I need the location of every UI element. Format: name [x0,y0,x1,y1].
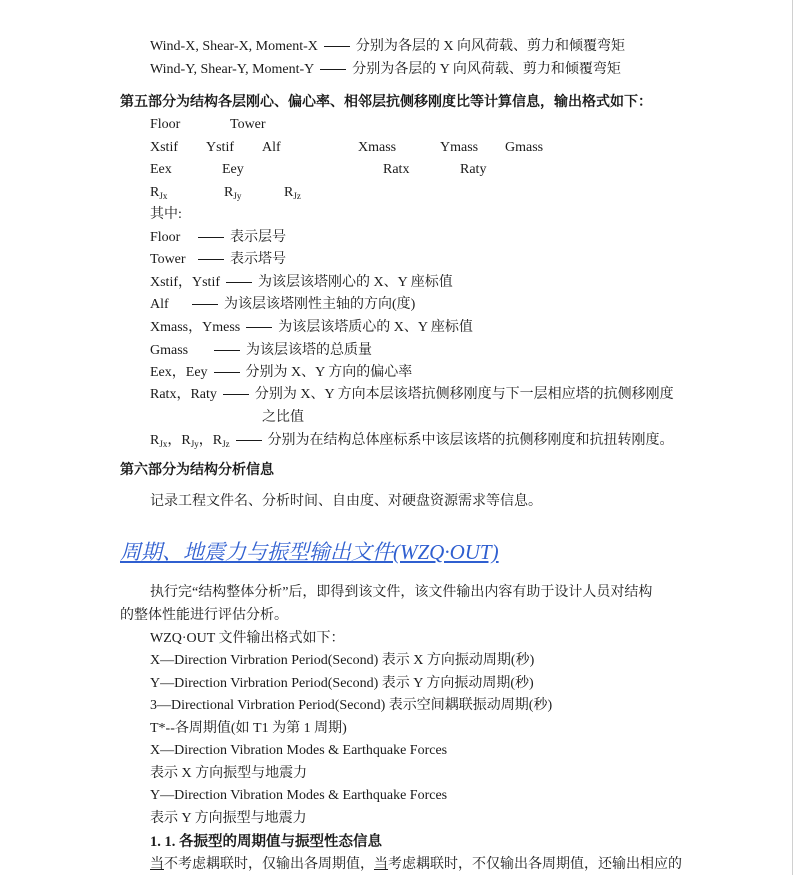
format-tower: Tower [230,117,266,132]
format-floor: Floor [150,117,181,132]
underlined-char: 当 [374,857,388,872]
wind-y-desc: 分别为各层的 Y 向风荷载、剪力和倾覆弯矩 [352,62,621,77]
def-term: Xstif，Ystif [150,275,220,290]
def-term: Gmass [150,343,189,358]
wind-y-line [150,61,621,79]
rj-def-row [150,432,674,453]
dash [198,259,224,260]
where-label: 其中: [150,207,182,222]
rj-term-x: $R_{Jx}$， [150,433,182,449]
wind-x-desc: 分别为各层的 X 向风荷载、剪力和倾覆弯矩 [355,39,626,54]
dash [324,46,350,47]
def-desc-continued: 之比值 [262,410,304,425]
format-alf: Alf [262,140,281,155]
underlined-char: 当 [150,857,164,872]
wzq-format-title: WZQ·OUT 文件输出格式如下： [150,631,345,646]
wzq-subheading: 1. 1. 各振型的周期值与振型性态信息 [150,834,382,850]
wzq-line: T*--各周期值(如 T1 为第 1 周期) [150,721,347,736]
def-row [150,342,372,360]
part6-title: 第六部分为结构分析信息 [120,463,274,478]
format-ystif: Ystif [206,140,234,155]
format-eey: Eey [222,162,244,177]
rj-term-z: $R_{Jz}$ [212,433,230,449]
def-desc: 为该层该塔质心的 X、Y 座标值 [278,320,473,335]
wzq-last-line [150,856,682,874]
format-rjz: $R_{Jz}$ [284,185,301,201]
wzq-intro-line2: 的整体性能进行评估分析。 [120,608,288,623]
format-eex: Eex [150,162,172,177]
format-rjx: $R_{Jx}$ [150,185,168,201]
dash [214,372,240,373]
def-desc: 为该层该塔的总质量 [246,343,372,358]
dash [226,282,252,283]
def-term: Alf [150,297,169,312]
dash [192,304,218,305]
wzq-line: 3—Directional Virbration Period(Second) 表示空间耦联振动周期(秒) [150,698,553,713]
format-xmass: Xmass [358,140,397,155]
page-edge [792,0,793,875]
wzq-line: Y—Direction Virbration Period(Second) 表示 Y 方向振动周期(秒) [150,676,534,691]
dash [198,237,224,238]
wind-y-label: Wind-Y, Shear-Y, Moment-Y [150,62,315,77]
text-segment: 不考虑耦联时，仅输出各周期值， [164,857,374,872]
format-ratx: Ratx [383,162,410,177]
def-term: Floor [150,230,181,245]
wzq-line: 表示 X 方向振型与地震力 [150,766,308,781]
def-row [150,229,286,247]
dash [246,327,272,328]
dash [214,350,240,351]
wzq-line: Y—Direction Vibration Modes & Earthquake Forces [150,788,448,803]
dash [236,440,262,441]
part5-title: 第五部分为结构各层刚心、偏心率、相邻层抗侧移刚度比等计算信息，输出格式如下： [120,95,652,110]
wzq-line: X—Direction Virbration Period(Second) 表示 X 方向振动周期(秒) [150,653,535,668]
wzq-line: X—Direction Vibration Modes & Earthquake Forces [150,743,448,758]
def-row [150,364,412,382]
part6-desc: 记录工程文件名、分析时间、自由度、对硬盘资源需求等信息。 [150,494,542,509]
def-desc: 为该层该塔刚心的 X、Y 座标值 [258,275,453,290]
format-xstif: Xstif [150,140,178,155]
def-row [150,319,473,337]
wzq-line: 表示 Y 方向振型与地震力 [150,811,307,826]
dash [223,394,249,395]
def-term: Xmass，Ymess [150,320,241,335]
section-heading-link[interactable]: 周期、地震力与振型输出文件(WZQ·OUT) [120,540,499,564]
wzq-intro-line1: 执行完“结构整体分析”后，即得到该文件，该文件输出内容有助于设计人员对结构 [150,585,653,600]
def-term: Ratx，Raty [150,387,217,402]
wind-x-line [150,38,625,56]
dash [320,69,346,70]
format-ymass: Ymass [440,140,479,155]
def-desc: 表示塔号 [230,252,286,267]
text-segment: 考虑耦联时，不仅输出各周期值，还输出相应的 [388,857,682,872]
rj-desc: 分别为在结构总体座标系中该层该塔的抗侧移刚度和抗扭转刚度。 [267,433,674,448]
format-raty: Raty [460,162,487,177]
format-gmass: Gmass [505,140,544,155]
def-row [150,274,453,292]
def-row [150,386,674,404]
wind-x-label: Wind-X, Shear-X, Moment-X [150,39,318,54]
def-desc: 为该层该塔刚性主轴的方向(度) [224,297,416,312]
def-desc: 分别为 X、Y 方向的偏心率 [245,365,413,380]
def-desc: 表示层号 [230,230,286,245]
def-row [150,251,286,269]
rj-term-y: $R_{Jy}$， [181,433,213,449]
format-rjy: $R_{Jy}$ [224,185,242,201]
def-term: Eex，Eey [150,365,208,380]
def-term: Tower [150,252,186,267]
def-row [150,296,415,314]
def-desc: 分别为 X、Y 方向本层该塔抗侧移刚度与下一层相应塔的抗侧移刚度 [254,387,674,402]
